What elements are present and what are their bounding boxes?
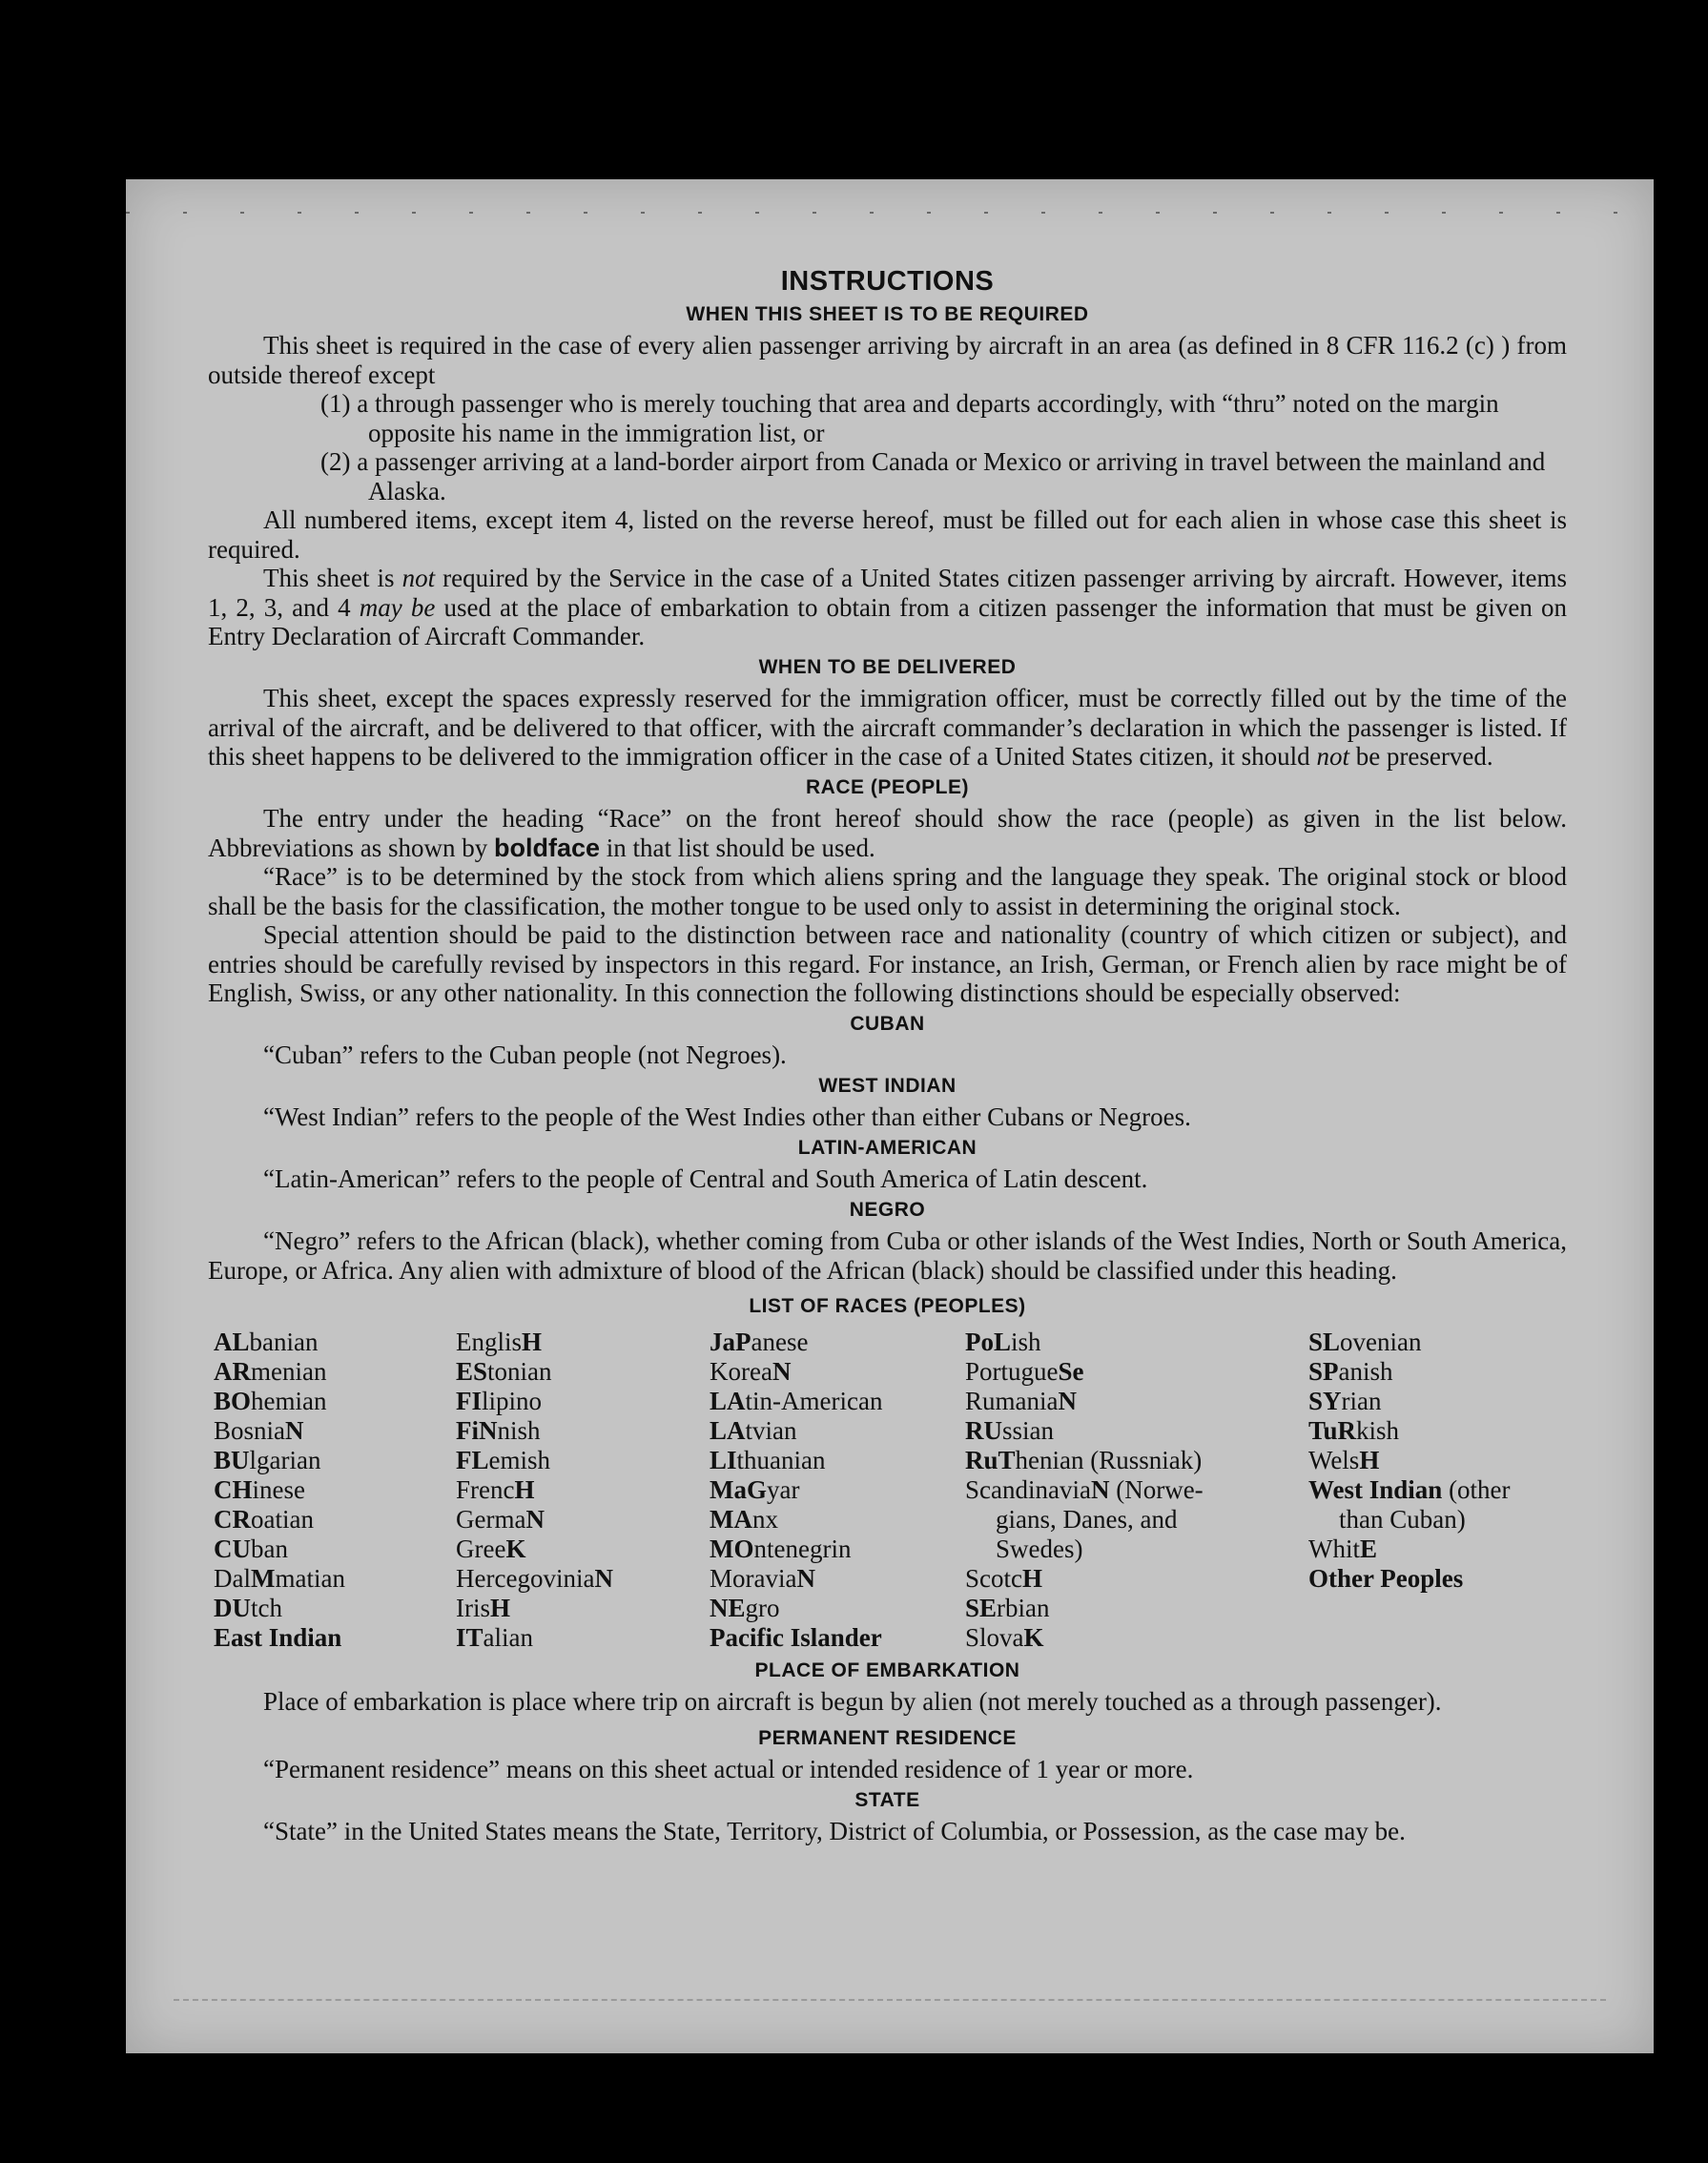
race-entry: MaGyar <box>710 1474 800 1504</box>
races-list <box>214 1328 1567 1653</box>
race-entry: ScandinaviaN (Norwe- <box>965 1474 1204 1504</box>
races-column-5 <box>1308 1328 1575 1653</box>
race-entry: BOhemian <box>214 1386 327 1415</box>
race-entry: FLemish <box>456 1445 551 1474</box>
race-entry: MOntenegrin <box>710 1534 852 1563</box>
race-entry: KoreaN <box>710 1356 792 1386</box>
paragraph-numbered-items: All numbered items, except item 4, listed on the reverse hereof, must be filled out for each alien in whose case this sheet is required. <box>208 505 1567 564</box>
race-entry: SLovenian <box>1308 1327 1422 1356</box>
race-entry: GreeK <box>456 1534 526 1563</box>
race-entry: BosniaN <box>214 1415 304 1445</box>
race-entry: LAtvian <box>710 1415 797 1445</box>
race-entry: Swedes) <box>996 1534 1083 1563</box>
heading-place-of-embarkation: PLACE OF EMBARKATION <box>754 1658 1020 1681</box>
race-entry: ScotcH <box>965 1563 1043 1593</box>
paragraph-west-indian: “West Indian” refers to the people of the West Indies other than either Cubans or Negroes. <box>263 1102 1191 1131</box>
race-entry: BUlgarian <box>214 1445 321 1474</box>
race-entry: LIthuanian <box>710 1445 826 1474</box>
heading-west-indian: WEST INDIAN <box>818 1074 957 1097</box>
race-entry: SYrian <box>1308 1386 1382 1415</box>
paragraph-required: This sheet is required in the case of every alien passenger arriving by aircraft in an area (as defined in 8 CFR 116.2 (c) ) from outside thereof except <box>208 331 1567 389</box>
race-entry: GermaN <box>456 1504 545 1534</box>
race-entry: CRoatian <box>214 1504 314 1534</box>
race-entry: ARmenian <box>214 1356 327 1386</box>
race-entry: WhitE <box>1308 1534 1378 1563</box>
race-entry: JaPanese <box>710 1327 809 1356</box>
heading-when-delivered: WHEN TO BE DELIVERED <box>758 655 1017 678</box>
paragraph-negro: “Negro” refers to the African (black), whether coming from Cuba or other islands of the West Indies, North or South America, Europe, or Africa. Any alien with admixture of blood of the African (black) should be classified under this heading. <box>208 1226 1567 1285</box>
race-entry: EStonian <box>456 1356 552 1386</box>
heading-when-required: WHEN THIS SHEET IS TO BE REQUIRED <box>686 302 1089 325</box>
race-entry: ITalian <box>456 1622 534 1652</box>
race-entry: East Indian <box>214 1622 342 1652</box>
heading-race: RACE (PEOPLE) <box>805 775 969 798</box>
bottom-rule <box>174 1999 1606 2002</box>
race-entry: MAnx <box>710 1504 778 1534</box>
race-entry: RuThenian (Russniak) <box>965 1445 1203 1474</box>
heading-latin-american: LATIN-AMERICAN <box>797 1136 977 1159</box>
heading-cuban: CUBAN <box>850 1012 925 1035</box>
races-column-2 <box>456 1328 710 1653</box>
race-entry: PoLish <box>965 1327 1041 1356</box>
race-entry: CHinese <box>214 1474 305 1504</box>
paragraph-latin-american: “Latin-American” refers to the people of Central and South America of Latin descent. <box>263 1164 1148 1193</box>
race-entry: IrisH <box>456 1593 511 1622</box>
race-entry: FrencH <box>456 1474 535 1504</box>
paragraph-race-determination: “Race” is to be determined by the stock from which aliens spring and the language they speak. The original stock or blood shall be the basis for the classification, the mother tongue to be used only to assist in determining the original stock. <box>208 862 1567 920</box>
exception-item-2: (2) a passenger arriving at a land-border airport from Canada or Mexico or arriving in travel between the mainland and Alaska. <box>320 447 1546 505</box>
races-column-1 <box>214 1328 456 1653</box>
race-entry: HercegoviniaN <box>456 1563 613 1593</box>
document-sheet <box>126 179 1654 2053</box>
page-title: INSTRUCTIONS <box>780 266 995 297</box>
exception-item-1: (1) a through passenger who is merely touching that area and departs accordingly, with “thru” noted on the margin opposite his name in the immigration list, or <box>320 389 1499 447</box>
paragraph-cuban: “Cuban” refers to the Cuban people (not Negroes). <box>263 1040 787 1069</box>
race-entry: SErbian <box>965 1593 1050 1622</box>
paragraph-citizen: This sheet is not required by the Service in the case of a United States citizen passenger arriving by aircraft. However, items 1, 2, 3, and 4 may be used at the place of embarkation to obtain from a citizen passenger the information that must be given on Entry Declaration of Aircraft Commander. <box>208 564 1567 650</box>
race-entry: LAtin-American <box>710 1386 883 1415</box>
race-entry: Other Peoples <box>1308 1563 1464 1593</box>
race-entry: DUtch <box>214 1593 282 1622</box>
race-entry: EnglisH <box>456 1327 543 1356</box>
heading-state: STATE <box>854 1788 920 1811</box>
race-entry: RUssian <box>965 1415 1054 1445</box>
race-entry: SPanish <box>1308 1356 1393 1386</box>
paragraph-race-nationality: Special attention should be paid to the distinction between race and nationality (country of which citizen or subject), and entries should be carefully revised by inspectors in this regard. For instance, an Irish, German, or French alien by race might be of English, Swiss, or any other nationality. In this connection the following distinctions should be especially observed: <box>208 920 1567 1007</box>
perforation-dots <box>126 212 1654 214</box>
race-entry: RumaniaN <box>965 1386 1077 1415</box>
race-entry: CUban <box>214 1534 288 1563</box>
paragraph-race-entry: The entry under the heading “Race” on the front hereof should show the race (people) as given in the list below. Abbreviations as shown by boldface in that list should be used. <box>208 804 1567 862</box>
race-entry: FIlipino <box>456 1386 543 1415</box>
race-entry: than Cuban) <box>1339 1504 1466 1534</box>
instructions-content <box>208 267 1567 1846</box>
heading-negro: NEGRO <box>849 1198 926 1221</box>
race-entry: PortugueSe <box>965 1356 1084 1386</box>
race-entry: NEgro <box>710 1593 780 1622</box>
races-column-4 <box>965 1328 1308 1653</box>
race-entry: FiNnish <box>456 1415 541 1445</box>
race-entry: West Indian (other <box>1308 1474 1511 1504</box>
race-entry: SlovaK <box>965 1622 1044 1652</box>
paragraph-place-of-embarkation: Place of embarkation is place where trip on aircraft is begun by alien (not merely touched as a through passenger). <box>263 1687 1442 1716</box>
heading-permanent-residence: PERMANENT RESIDENCE <box>758 1726 1017 1749</box>
race-entry: MoraviaN <box>710 1563 815 1593</box>
race-entry: ALbanian <box>214 1327 319 1356</box>
races-column-3 <box>710 1328 965 1653</box>
paragraph-state: “State” in the United States means the State, Territory, District of Columbia, or Possession, as the case may be. <box>263 1817 1406 1845</box>
race-entry: DalMmatian <box>214 1563 345 1593</box>
race-entry: Pacific Islander <box>710 1622 882 1652</box>
paragraph-permanent-residence: “Permanent residence” means on this sheet actual or intended residence of 1 year or more. <box>263 1755 1194 1783</box>
race-entry: WelsH <box>1308 1445 1380 1474</box>
race-entry: TuRkish <box>1308 1415 1400 1445</box>
race-entry: gians, Danes, and <box>996 1504 1178 1534</box>
paragraph-delivery: This sheet, except the spaces expressly reserved for the immigration officer, must be correctly filled out by the time of the arrival of the aircraft, and be delivered to that officer, with the aircraft commander’s declaration in which the passenger is listed. If this sheet happens to be delivered to the immigration officer in the case of a United States citizen, it should not be preserved. <box>208 684 1567 771</box>
heading-list-of-races: LIST OF RACES (PEOPLES) <box>749 1295 1026 1317</box>
